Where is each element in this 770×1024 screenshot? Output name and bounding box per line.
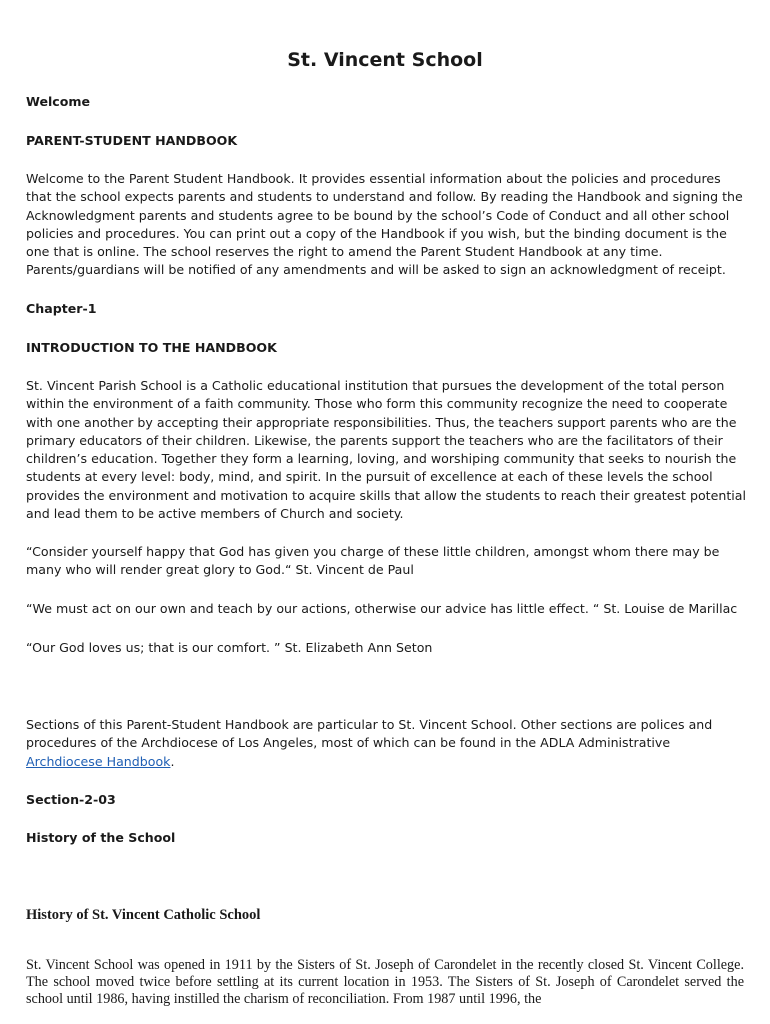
intro-paragraph-line: students at every level: body, mind, and spirit. In the pursuit of excellence at each of these levels the school [26,469,713,485]
intro-paragraph-line: and lead them to be active members of Church and society. [26,506,404,522]
handbook-heading: PARENT-STUDENT HANDBOOK [26,133,238,148]
sections-paragraph-line [26,753,744,771]
sections-paragraph-line: procedures of the Archdiocese of Los Angeles, most of which can be found in the ADLA Administrative [26,735,671,751]
history-heading: History of the School [26,830,176,845]
quote-line: many who will render great glory to God.“ St. Vincent de Paul [26,562,414,578]
welcome-paragraph-line: Parents/guardians will be notified of any amendments and will be asked to sign an acknowledgment of receipt. [26,262,726,278]
history-paragraph: St. Vincent School was opened in 1911 by the Sisters of St. Joseph of Carondelet in the recently closed St. Vincent College. The school moved twice before settling at its current location in 1953. The Sisters of St. Joseph of Carondelet served the school until 1986, having instilled the charism of reconciliation. From 1987 until 1996, the [26,957,744,1007]
intro-paragraph-line: St. Vincent Parish School is a Catholic educational institution that pursues the development of the total person [26,378,725,393]
welcome-paragraph [26,170,744,280]
quote-louise: “We must act on our own and teach by our actions, otherwise our advice has little effect. “ St. Louise de Marillac [26,601,738,616]
welcome-heading: Welcome [26,94,91,109]
intro-heading: INTRODUCTION TO THE HANDBOOK [26,340,277,355]
welcome-paragraph-line: Welcome to the Parent Student Handbook. It provides essential information about the policies and procedures [26,171,721,186]
quote-elizabeth: “Our God loves us; that is our comfort. ” St. Elizabeth Ann Seton [26,640,433,655]
welcome-paragraph-line: policies and procedures. You can print out a copy of the Handbook if you wish, but the binding document is the [26,225,727,241]
intro-paragraph-line: provides the environment and motivation to acquire skills that allow the students to reach their greatest potential [26,487,746,503]
welcome-paragraph-line: Acknowledgment parents and students agree to be bound by the school’s Code of Conduct and all other school [26,207,730,223]
welcome-paragraph-line: one that is online. The school reserves the right to amend the Parent Student Handbook at any time. [26,244,663,260]
sections-paragraph [26,716,744,771]
intro-paragraph [26,377,744,523]
sections-paragraph-line: Sections of this Parent-Student Handbook are particular to St. Vincent School. Other sections are polices and [26,717,713,732]
quote-line: “Consider yourself happy that God has given you charge of these little children, amongst whom there may be [26,544,720,559]
sections-period: . [170,753,175,769]
intro-paragraph-line: children’s education. Together they form a learning, loving, and worshiping community that seeks to nourish the [26,451,737,467]
quote-vincent [26,543,744,580]
history-serif-heading: History of St. Vincent Catholic School [26,907,261,923]
section-label: Section-2-03 [26,792,116,807]
intro-paragraph-line: within the environment of a faith community. Those who form this community recognize the need to cooperate [26,396,728,412]
document-title: St. Vincent School [287,49,483,71]
welcome-paragraph-line: that the school expects parents and students to understand and follow. By reading the Handbook and signing the [26,189,743,205]
intro-paragraph-line: primary educators of their children. Likewise, the parents support the teachers who are the facilitators of their [26,432,723,448]
chapter-label: Chapter-1 [26,301,97,316]
archdiocese-handbook-link[interactable]: Archdiocese Handbook [26,753,171,769]
intro-paragraph-line: with one another by accepting their appropriate responsibilities. Thus, the teachers support parents who are the [26,414,737,430]
